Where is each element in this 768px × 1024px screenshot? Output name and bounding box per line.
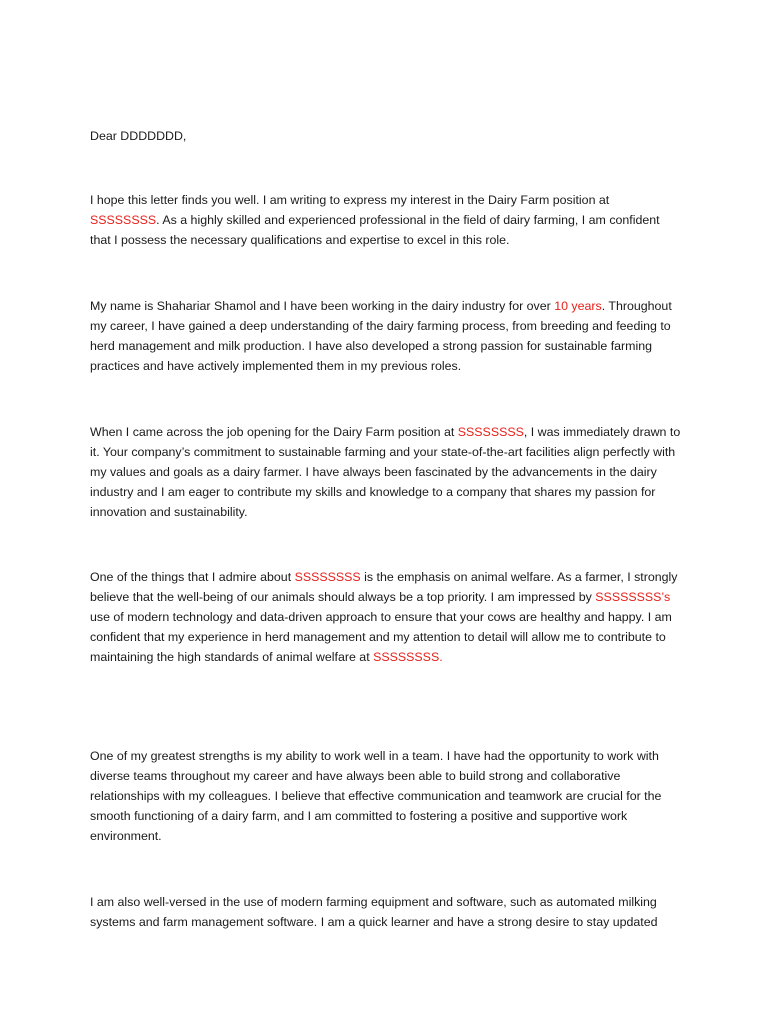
paragraph-text: When I came across the job opening for the Dairy Farm position at — [90, 425, 458, 439]
paragraph-text: My name is Shahariar Shamol and I have been working in the dairy industry for over — [90, 299, 555, 313]
paragraph-motivation — [90, 422, 682, 522]
paragraph-technology: I am also well-versed in the use of modern farming equipment and software, such as automated milking systems and farm management software. I am a quick learner and have a strong desire to stay updated — [90, 895, 658, 929]
placeholder-company-possessive: SSSSSSSS’s — [595, 590, 671, 604]
paragraph-experience — [90, 296, 682, 376]
placeholder-company-name: SSSSSSSS — [294, 570, 361, 584]
paragraph-intro — [90, 190, 682, 250]
paragraph-teamwork: One of my greatest strengths is my ability to work well in a team. I have had the opportunity to work with diverse teams throughout my career and have always been able to build strong and collaborative relationships with my colleagues. I believe that effective communication and teamwork are crucial for the smooth functioning of a dairy farm, and I am committed to fostering a positive and supportive work environment. — [90, 749, 662, 843]
paragraph-text: I hope this letter finds you well. I am writing to express my interest in the Dairy Farm position at — [90, 193, 610, 207]
placeholder-years: 10 years — [554, 299, 602, 313]
paragraph-text: . As a highly skilled and experienced professional in the field of dairy farming, I am confident that I possess the necessary qualifications and expertise to excel in this role. — [90, 213, 660, 247]
placeholder-company-name: SSSSSSSS. — [373, 650, 443, 664]
paragraph-text: use of modern technology and data-driven approach to ensure that your cows are healthy and happy. I am confident that my experience in herd management and my attention to detail will allow me to contribute to maintaining the high standards of animal welfare at — [90, 610, 672, 664]
paragraph-text: One of the things that I admire about — [90, 570, 295, 584]
paragraph-animal-welfare — [90, 567, 682, 667]
greeting: Dear DDDDDDD, — [90, 129, 187, 143]
placeholder-company-name: SSSSSSSS — [90, 213, 157, 227]
paragraph-text: , I was immediately drawn to it. Your company’s commitment to sustainable farming and your state-of-the-art facilities align perfectly with my values and goals as a dairy farmer. I have always been fascinated by the advancements in the dairy industry and I am eager to contribute my skills and knowledge to a company that shares my passion for innovation and sustainability. — [90, 425, 681, 519]
paragraph-text: is the emphasis on animal welfare. As a farmer, I strongly believe that the well-being of our animals should always be a top priority. I am impressed by — [90, 570, 678, 604]
placeholder-company-name: SSSSSSSS — [457, 425, 524, 439]
paragraph-text: . Throughout my career, I have gained a deep understanding of the dairy farming process, from breeding and feeding to herd management and milk production. I have also developed a strong passion for sustainable farming practices and have actively implemented them in my previous roles. — [90, 299, 672, 373]
